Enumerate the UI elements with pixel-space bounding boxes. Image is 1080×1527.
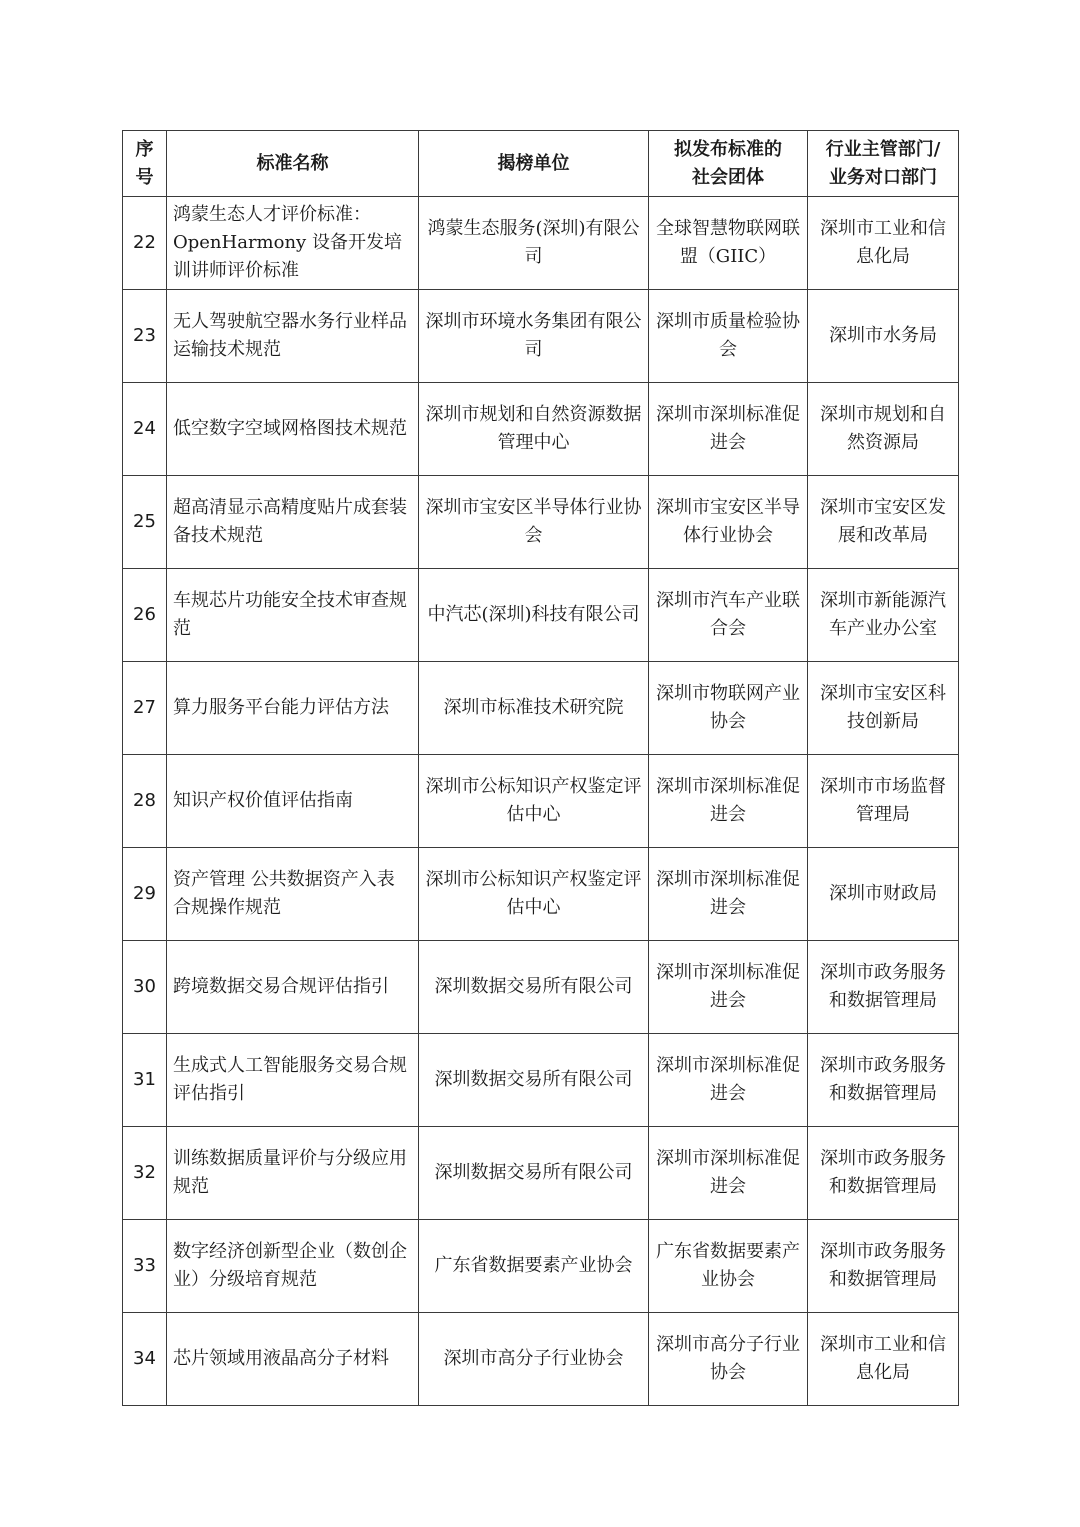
- row-department: 深圳市工业和信息化局: [808, 197, 959, 290]
- row-serial-number: 22: [123, 197, 167, 290]
- row-standard-name: 鸿蒙生态人才评价标准：OpenHarmony 设备开发培训讲师评价标准: [167, 197, 419, 290]
- row-department: 深圳市市场监督管理局: [808, 755, 959, 848]
- row-department: 深圳市新能源汽车产业办公室: [808, 569, 959, 662]
- row-organization: 深圳市宝安区半导体行业协会: [649, 476, 808, 569]
- row-standard-name: 生成式人工智能服务交易合规评估指引: [167, 1034, 419, 1127]
- row-department: 深圳市水务局: [808, 290, 959, 383]
- row-standard-name: 资产管理 公共数据资产入表合规操作规范: [167, 848, 419, 941]
- table-header: [123, 131, 959, 197]
- row-serial-number: 30: [123, 941, 167, 1034]
- row-unit: 深圳数据交易所有限公司: [419, 1034, 649, 1127]
- table-row: [123, 1313, 959, 1406]
- header-row: [123, 131, 959, 197]
- row-standard-name: 超高清显示高精度贴片成套装备技术规范: [167, 476, 419, 569]
- row-department: 深圳市政务服务和数据管理局: [808, 941, 959, 1034]
- row-serial-number: 25: [123, 476, 167, 569]
- row-standard-name: 算力服务平台能力评估方法: [167, 662, 419, 755]
- row-unit: 深圳市规划和自然资源数据管理中心: [419, 383, 649, 476]
- row-serial-number: 28: [123, 755, 167, 848]
- row-department: 深圳市政务服务和数据管理局: [808, 1127, 959, 1220]
- table-row: [123, 755, 959, 848]
- row-department: 深圳市宝安区发展和改革局: [808, 476, 959, 569]
- row-unit: 深圳数据交易所有限公司: [419, 941, 649, 1034]
- row-organization: 深圳市高分子行业协会: [649, 1313, 808, 1406]
- row-organization: 深圳市质量检验协会: [649, 290, 808, 383]
- table-row: [123, 848, 959, 941]
- table-row: [123, 197, 959, 290]
- row-serial-number: 29: [123, 848, 167, 941]
- row-organization: 深圳市物联网产业协会: [649, 662, 808, 755]
- row-serial-number: 31: [123, 1034, 167, 1127]
- row-standard-name: 无人驾驶航空器水务行业样品运输技术规范: [167, 290, 419, 383]
- row-department: 深圳市规划和自然资源局: [808, 383, 959, 476]
- table-body: [123, 197, 959, 1406]
- standards-table: [122, 130, 959, 1406]
- row-organization: 全球智慧物联网联盟（GIIC）: [649, 197, 808, 290]
- row-serial-number: 33: [123, 1220, 167, 1313]
- row-serial-number: 26: [123, 569, 167, 662]
- row-unit: 深圳市标准技术研究院: [419, 662, 649, 755]
- row-standard-name: 数字经济创新型企业（数创企业）分级培育规范: [167, 1220, 419, 1313]
- table-row: [123, 941, 959, 1034]
- table-row: [123, 1034, 959, 1127]
- row-organization: 深圳市深圳标准促进会: [649, 1127, 808, 1220]
- row-unit: 深圳市宝安区半导体行业协会: [419, 476, 649, 569]
- row-department: 深圳市政务服务和数据管理局: [808, 1034, 959, 1127]
- row-standard-name: 车规芯片功能安全技术审查规范: [167, 569, 419, 662]
- row-organization: 深圳市深圳标准促进会: [649, 755, 808, 848]
- header-organization: 拟发布标准的 社会团体: [649, 131, 808, 197]
- row-serial-number: 24: [123, 383, 167, 476]
- table-row: [123, 1127, 959, 1220]
- row-organization: 深圳市汽车产业联合会: [649, 569, 808, 662]
- table-row: [123, 569, 959, 662]
- row-unit: 鸿蒙生态服务(深圳)有限公司: [419, 197, 649, 290]
- table-row: [123, 290, 959, 383]
- header-unit: 揭榜单位: [419, 131, 649, 197]
- row-standard-name: 跨境数据交易合规评估指引: [167, 941, 419, 1034]
- row-department: 深圳市财政局: [808, 848, 959, 941]
- row-organization: 广东省数据要素产业协会: [649, 1220, 808, 1313]
- row-unit: 深圳市公标知识产权鉴定评估中心: [419, 755, 649, 848]
- row-unit: 深圳市环境水务集团有限公司: [419, 290, 649, 383]
- header-serial-number: 序 号: [123, 131, 167, 197]
- table-row: [123, 662, 959, 755]
- row-department: 深圳市政务服务和数据管理局: [808, 1220, 959, 1313]
- row-unit: 深圳市高分子行业协会: [419, 1313, 649, 1406]
- row-serial-number: 27: [123, 662, 167, 755]
- row-unit: 中汽芯(深圳)科技有限公司: [419, 569, 649, 662]
- row-unit: 深圳市公标知识产权鉴定评估中心: [419, 848, 649, 941]
- row-organization: 深圳市深圳标准促进会: [649, 1034, 808, 1127]
- header-standard-name: 标准名称: [167, 131, 419, 197]
- row-standard-name: 低空数字空域网格图技术规范: [167, 383, 419, 476]
- row-department: 深圳市宝安区科技创新局: [808, 662, 959, 755]
- header-department: 行业主管部门/ 业务对口部门: [808, 131, 959, 197]
- row-organization: 深圳市深圳标准促进会: [649, 383, 808, 476]
- row-organization: 深圳市深圳标准促进会: [649, 848, 808, 941]
- table-row: [123, 1220, 959, 1313]
- row-unit: 广东省数据要素产业协会: [419, 1220, 649, 1313]
- row-standard-name: 训练数据质量评价与分级应用规范: [167, 1127, 419, 1220]
- row-unit: 深圳数据交易所有限公司: [419, 1127, 649, 1220]
- row-standard-name: 芯片领域用液晶高分子材料: [167, 1313, 419, 1406]
- row-organization: 深圳市深圳标准促进会: [649, 941, 808, 1034]
- row-serial-number: 23: [123, 290, 167, 383]
- table-row: [123, 476, 959, 569]
- row-standard-name: 知识产权价值评估指南: [167, 755, 419, 848]
- row-serial-number: 32: [123, 1127, 167, 1220]
- table-row: [123, 383, 959, 476]
- row-serial-number: 34: [123, 1313, 167, 1406]
- row-department: 深圳市工业和信息化局: [808, 1313, 959, 1406]
